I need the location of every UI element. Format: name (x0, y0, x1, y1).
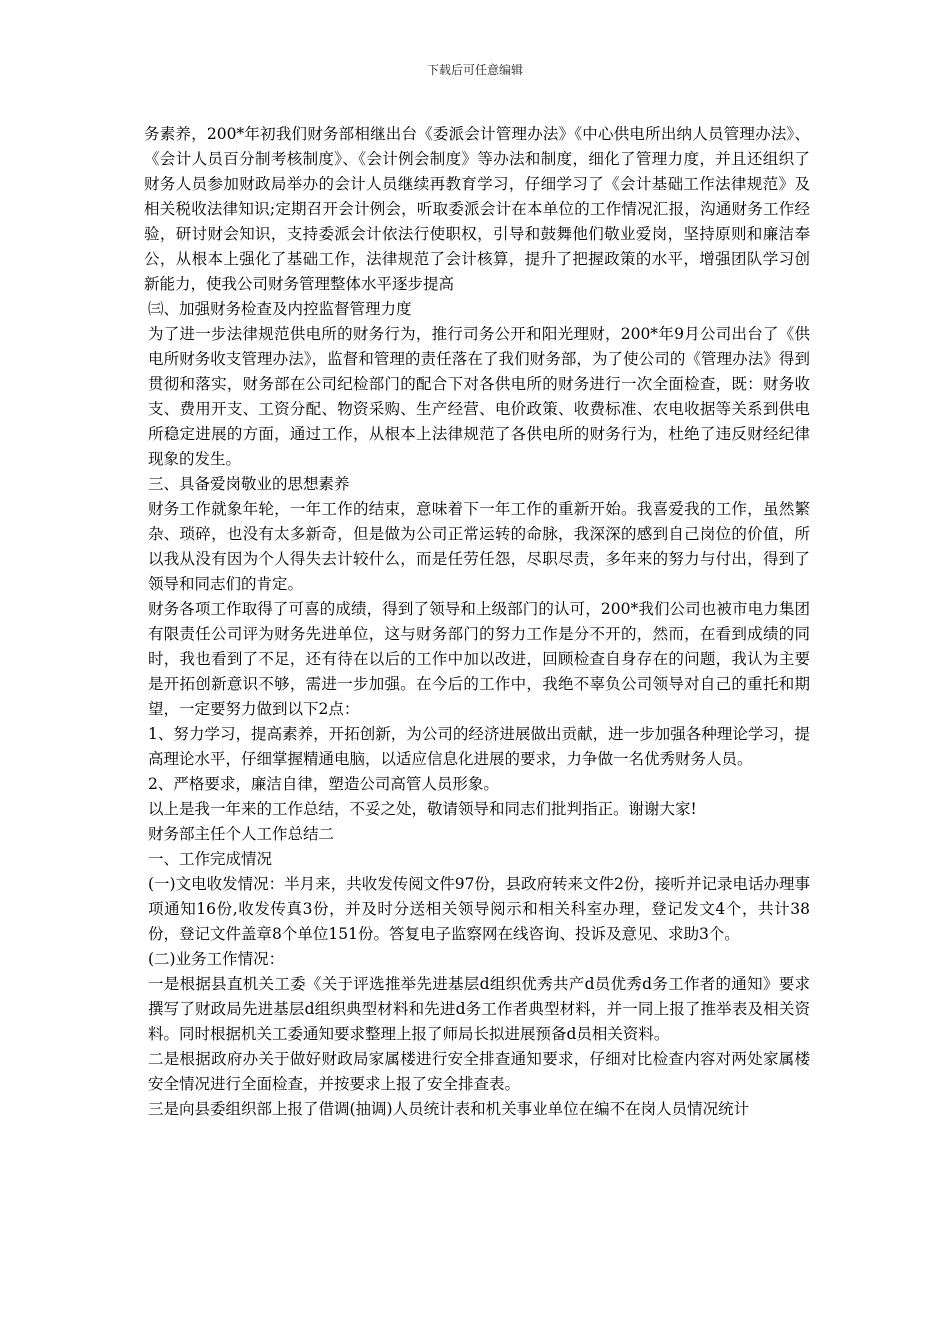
section-heading: ㈢、加强财务检查及内控监督管理力度 (148, 300, 412, 318)
section-heading: 三、具备爱岗敬业的思想素养 (148, 475, 350, 493)
paragraph: 三是向县委组织部上报了借调(抽调)人员统计表和机关事业单位在编不在岗人员情况统计 (148, 1100, 750, 1118)
paragraph: 一是根据县直机关工委《关于评选推举先进基层d组织优秀共产d员优秀d务工作者的通知》要求撰写了财政局先进基层d组织典型材料和先进d务工作者典型材料，并一同上报了推举表及相关资料。同时根据机关工委通知要求整理上报了师局长拟进展预备d员相关资料。 (148, 975, 810, 1043)
page-header: 下载后可任意编辑 (426, 63, 523, 77)
section-heading: (二)业务工作情况： (148, 950, 285, 968)
paragraph: 为了进一步法律规范供电所的财务行为，推行司务公开和阳光理财，200*年9月公司出台了《供电所财务收支管理办法》，监督和管理的责任落在了我们财务部，为了使公司的《管理办法》得到贯彻和落实，财务部在公司纪检部门的配合下对各供电所的财务进行一次全面检查，既：财务收支、费用开支、工资分配、物资采购、生产经营、电价政策、收费标准、农电收据等关系到供电所稳定进展的方面，通过工作，从根本上法律规范了各供电所的财务行为，杜绝了违反财经纪律现象的发生。 (148, 325, 810, 468)
list-item: 1、努力学习，提高素养，开拓创新，为公司的经济进展做出贡献，进一步加强各种理论学习，提高理论水平，仔细掌握精通电脑，以适应信息化进展的要求，力争做一名优秀财务人员。 (148, 725, 810, 768)
paragraph: 以上是我一年来的工作总结，不妥之处，敬请领导和同志们批判指正。谢谢大家! (148, 800, 697, 818)
paragraph: 财务工作就象年轮，一年工作的结束，意味着下一年工作的重新开始。我喜爱我的工作，虽然繁杂、琐碎，也没有太多新奇，但是做为公司正常运转的命脉，我深深的感到自己岗位的价值，所以我从没有因为个人得失去计较什么，而是任劳任怨，尽职尽责，多年来的努力与付出，得到了领导和同志们的肯定。 (148, 500, 810, 593)
document-body (144, 122, 810, 1122)
paragraph: 二是根据政府办关于做好财政局家属楼进行安全排查通知要求，仔细对比检查内容对两处家属楼安全情况进行全面检查，并按要求上报了安全排查表。 (148, 1050, 810, 1093)
section-heading: 一、工作完成情况 (148, 850, 273, 868)
paragraph: 财务各项工作取得了可喜的成绩，得到了领导和上级部门的认可，200*我们公司也被市电力集团有限责任公司评为财务先进单位，这与财务部门的努力工作是分不开的，然而，在看到成绩的同时，我也看到了不足，还有待在以后的工作中加以改进，回顾检查自身存在的问题，我认为主要是开拓创新意识不够，需进一步加强。在今后的工作中，我绝不辜负公司领导对自己的重托和期望，一定要努力做到以下2点： (148, 600, 810, 718)
paragraph: (一)文电收发情况：半月来，共收发传阅文件97份，县政府转来文件2份，接听并记录电话办理事项通知16份,收发传真3份，并及时分送相关领导阅示和相关科室办理，登记发文4个，共计38份，登记文件盖章8个单位151份。答复电子监察网在线咨询、投诉及意见、求助3个。 (148, 875, 810, 943)
paragraph: 务素养，200*年初我们财务部相继出台《委派会计管理办法》《中心供电所出纳人员管理办法》、《会计人员百分制考核制度》、《会计例会制度》等办法和制度，细化了管理力度，并且还组织了财务人员参加财政局举办的会计人员继续再教育学习，仔细学习了《会计基础工作法律规范》及相关税收法律知识;定期召开会计例会，听取委派会计在本单位的工作情况汇报，沟通财务工作经验，研讨财会知识，支持委派会计依法行使职权，引导和鼓舞他们敬业爱岗，坚持原则和廉洁奉公，从根本上强化了基础工作，法律规范了会计核算，提升了把握政策的水平，增强团队学习创新能力，使我公司财务管理整体水平逐步提高 (144, 125, 810, 293)
list-item: 2、严格要求，廉洁自律，塑造公司高管人员形象。 (148, 775, 499, 793)
document-title: 财务部主任个人工作总结二 (148, 825, 335, 843)
